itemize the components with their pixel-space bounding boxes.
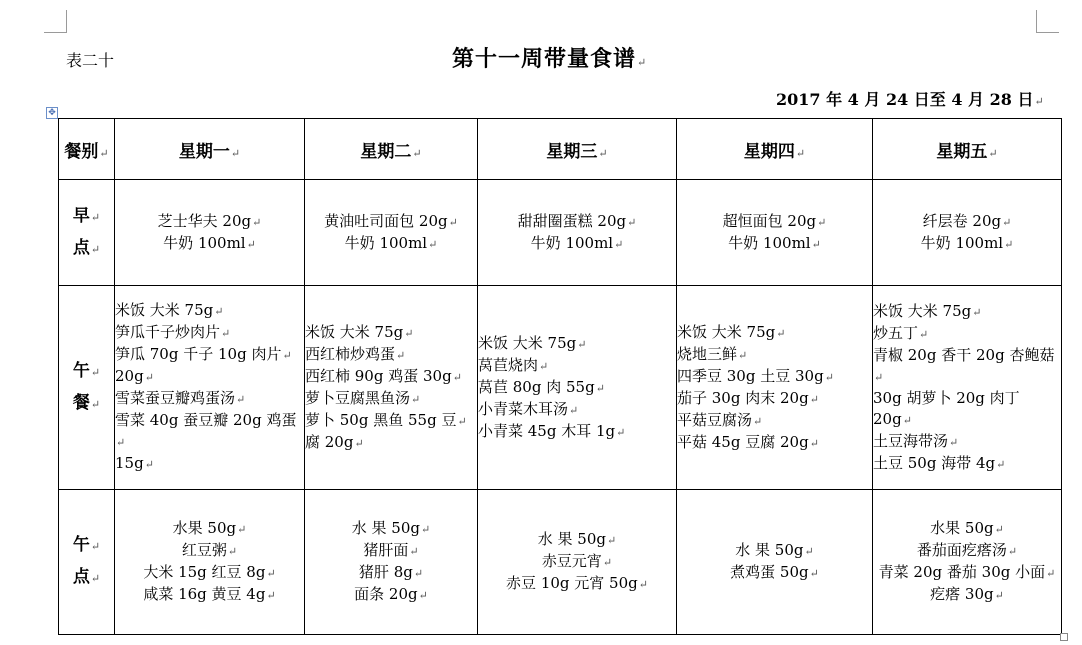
- paragraph-mark: ↵: [144, 371, 154, 384]
- paragraph-mark: ↵: [824, 370, 834, 384]
- meal-name-char: 早↵: [72, 205, 101, 226]
- menu-line: 平菇 45g 豆腐 20g↵: [677, 432, 819, 451]
- paragraph-mark: ↵: [90, 365, 101, 379]
- paragraph-mark: ↵: [949, 435, 959, 449]
- paragraph-mark: ↵: [577, 337, 587, 351]
- paragraph-mark: ↵: [266, 589, 276, 602]
- menu-line: 赤豆元宵↵: [541, 552, 613, 570]
- paragraph-mark: ↵: [214, 305, 224, 318]
- menu-line: 甜甜圈蛋糕 20g↵: [517, 211, 637, 230]
- menu-cell-afternoon-snack-wed: [478, 490, 677, 635]
- paragraph-mark: ↵: [874, 370, 884, 384]
- table-number-label: 表二十: [66, 51, 115, 70]
- paragraph-mark: ↵: [804, 545, 814, 558]
- meal-name-afternoon-snack: [59, 490, 115, 635]
- menu-line: 水 果 50g↵: [351, 519, 431, 537]
- meal-name-char: 点↵: [72, 567, 101, 587]
- menu-line: 西红柿炒鸡蛋↵: [305, 344, 406, 363]
- paragraph-mark: ↵: [90, 210, 101, 224]
- menu-line: 四季豆 30g 土豆 30g↵: [677, 366, 834, 385]
- paragraph-mark: ↵: [753, 414, 763, 428]
- meal-name-char: 午↵: [72, 360, 101, 381]
- paragraph-mark: ↵: [809, 392, 819, 406]
- paragraph-mark: ↵: [776, 326, 786, 340]
- paragraph-mark: ↵: [972, 305, 982, 319]
- menu-line: 牛奶 100ml↵: [530, 233, 624, 252]
- menu-line: 猪肝面↵: [363, 541, 419, 559]
- menu-line: 黄油吐司面包 20g↵: [324, 211, 458, 230]
- menu-line: 疙瘩 30g↵: [930, 585, 1004, 603]
- meal-column-header: 餐别↵: [59, 119, 115, 180]
- meal-name-char: 点↵: [72, 237, 101, 258]
- paragraph-mark: ↵: [266, 567, 276, 580]
- menu-line: 米饭 大米 75g↵: [873, 301, 982, 320]
- menu-line: 烧地三鲜↵: [677, 344, 748, 363]
- paragraph-mark: ↵: [637, 56, 648, 69]
- paragraph-mark: ↵: [919, 327, 929, 341]
- paragraph-mark: ↵: [448, 215, 458, 229]
- paragraph-mark: ↵: [396, 348, 406, 362]
- paragraph-mark: ↵: [817, 215, 827, 229]
- menu-cell-lunch-thu: [677, 286, 873, 490]
- date-range: 2017 年 4 月 24 日至 4 月 28 日↵: [776, 90, 1044, 109]
- paragraph-mark: ↵: [598, 146, 608, 160]
- menu-line: 笋瓜 70g 千子 10g 肉片↵: [115, 345, 292, 363]
- paragraph-mark: ↵: [418, 589, 428, 602]
- menu-line: 米饭 大米 75g↵: [478, 333, 587, 352]
- paragraph-mark: ↵: [996, 457, 1006, 471]
- menu-line: 腐 20g↵: [305, 432, 364, 451]
- paragraph-mark: ↵: [602, 556, 613, 569]
- paragraph-mark: ↵: [252, 215, 262, 229]
- paragraph-mark: ↵: [539, 359, 549, 373]
- day-header-fri: 星期五↵: [873, 119, 1062, 180]
- paragraph-mark: ↵: [1007, 545, 1018, 558]
- menu-line: 笋瓜千子炒肉片↵: [115, 323, 231, 341]
- menu-line: 米饭 大米 75g↵: [115, 301, 224, 319]
- menu-cell-breakfast-snack-thu: [677, 180, 873, 286]
- table-move-handle-icon[interactable]: ✥: [46, 107, 58, 119]
- menu-line: 米饭 大米 75g↵: [305, 322, 414, 341]
- paragraph-mark: ↵: [99, 146, 109, 160]
- paragraph-mark: ↵: [90, 572, 101, 585]
- menu-line: 萝卜 50g 黑鱼 55g 豆↵: [305, 410, 467, 429]
- menu-line: 煮鸡蛋 50g↵: [730, 563, 819, 581]
- day-header-mon: 星期一↵: [115, 119, 305, 180]
- menu-line: 牛奶 100ml↵: [920, 233, 1014, 252]
- menu-line: 炒五丁↵: [873, 323, 929, 342]
- meal-name-char: 午↵: [72, 535, 101, 555]
- page-corner-mark-right: [1036, 10, 1059, 33]
- menu-line: 青菜 20g 番茄 30g 小面↵: [878, 563, 1056, 581]
- menu-line: 水果 50g↵: [930, 519, 1004, 537]
- menu-line: 红豆粥↵: [181, 541, 238, 559]
- paragraph-mark: ↵: [457, 414, 467, 428]
- paragraph-mark: ↵: [616, 425, 626, 439]
- menu-line: 面条 20g↵: [354, 585, 428, 603]
- paragraph-mark: ↵: [90, 242, 101, 256]
- menu-cell-breakfast-snack-tue: [305, 180, 478, 286]
- paragraph-mark: ↵: [412, 146, 422, 160]
- paragraph-mark: ↵: [404, 326, 414, 340]
- paragraph-mark: ↵: [795, 146, 806, 160]
- meal-row-afternoon-snack: [59, 490, 1062, 635]
- meal-row-breakfast-snack: [59, 180, 1062, 286]
- paragraph-mark: ↵: [994, 589, 1004, 602]
- paragraph-mark: ↵: [246, 237, 256, 251]
- menu-line: 15g↵: [115, 454, 154, 472]
- paragraph-mark: ↵: [144, 458, 154, 471]
- paragraph-mark: ↵: [569, 403, 579, 417]
- menu-line: 牛奶 100ml↵: [728, 233, 821, 252]
- menu-line: 莴苣 80g 肉 55g↵: [478, 377, 605, 396]
- paragraph-mark: ↵: [627, 215, 637, 229]
- menu-line: 30g 胡萝卜 20g 肉丁 20g↵: [873, 388, 1020, 428]
- menu-cell-afternoon-snack-mon: [115, 490, 305, 635]
- header-row: [59, 119, 1062, 180]
- paragraph-mark: ↵: [1002, 215, 1012, 229]
- menu-line: 水 果 50g↵: [735, 541, 814, 559]
- table-resize-handle[interactable]: [1060, 633, 1068, 641]
- menu-line: 米饭 大米 75g↵: [677, 322, 786, 341]
- day-header-tue: 星期二↵: [305, 119, 478, 180]
- paragraph-mark: ↵: [282, 349, 292, 362]
- day-header-thu: 星期四↵: [677, 119, 873, 180]
- menu-line: 纤层卷 20g↵: [922, 211, 1012, 230]
- menu-line: 水 果 50g↵: [537, 530, 617, 548]
- paragraph-mark: ↵: [1034, 95, 1044, 108]
- paragraph-mark: ↵: [409, 545, 419, 558]
- paragraph-mark: ↵: [809, 567, 819, 580]
- menu-line: 大米 15g 红豆 8g↵: [143, 563, 276, 581]
- page-title: 第十一周带量食谱↵: [452, 46, 648, 72]
- meal-name-breakfast-snack: [59, 180, 115, 286]
- page-corner-mark-left: [44, 10, 67, 33]
- menu-line: 芝士华夫 20g↵: [157, 211, 262, 230]
- paragraph-mark: ↵: [428, 237, 438, 251]
- paragraph-mark: ↵: [809, 436, 819, 450]
- paragraph-mark: ↵: [988, 146, 998, 160]
- menu-line: 赤豆 10g 元宵 50g↵: [506, 574, 648, 592]
- day-header-wed: 星期三↵: [478, 119, 677, 180]
- menu-line: 猪肝 8g↵: [358, 563, 424, 581]
- menu-line: 咸菜 16g 黄豆 4g↵: [143, 585, 276, 603]
- menu-line: 番茄面疙瘩汤↵: [916, 541, 1018, 559]
- paragraph-mark: ↵: [595, 381, 605, 395]
- menu-cell-lunch-fri: [873, 286, 1062, 490]
- paragraph-mark: ↵: [116, 436, 126, 449]
- menu-line: 茄子 30g 肉末 20g↵: [677, 388, 819, 407]
- paragraph-mark: ↵: [230, 146, 241, 160]
- menu-cell-lunch-wed: [478, 286, 677, 490]
- paragraph-mark: ↵: [411, 392, 421, 406]
- paragraph-mark: ↵: [354, 436, 364, 450]
- paragraph-mark: ↵: [1004, 237, 1014, 251]
- menu-line: 牛奶 100ml↵: [163, 233, 256, 252]
- menu-cell-breakfast-snack-mon: [115, 180, 305, 286]
- menu-line: 水果 50g↵: [172, 519, 247, 537]
- paragraph-mark: ↵: [738, 348, 748, 362]
- menu-cell-afternoon-snack-fri: [873, 490, 1062, 635]
- menu-cell-afternoon-snack-tue: [305, 490, 478, 635]
- menu-line: 牛奶 100ml↵: [344, 233, 438, 252]
- paragraph-mark: ↵: [994, 523, 1004, 536]
- paragraph-mark: ↵: [902, 413, 912, 427]
- menu-line: 莴苣烧肉↵: [478, 355, 549, 374]
- paragraph-mark: ↵: [1046, 567, 1056, 580]
- menu-line: 青椒 20g 香干 20g 杏鲍菇↵: [873, 345, 1055, 384]
- meal-name-lunch: [59, 286, 115, 490]
- paragraph-mark: ↵: [614, 237, 624, 251]
- menu-cell-lunch-tue: [305, 286, 478, 490]
- paragraph-mark: ↵: [421, 523, 431, 536]
- paragraph-mark: ↵: [413, 567, 424, 580]
- paragraph-mark: ↵: [811, 237, 821, 251]
- menu-line: 平菇豆腐汤↵: [677, 410, 763, 429]
- paragraph-mark: ↵: [236, 393, 246, 406]
- menu-line: 超恒面包 20g↵: [722, 211, 827, 230]
- paragraph-mark: ↵: [638, 578, 648, 591]
- menu-line: 小青菜 45g 木耳 1g↵: [478, 421, 626, 440]
- menu-cell-afternoon-snack-thu: [677, 490, 873, 635]
- menu-line: 萝卜豆腐黑鱼汤↵: [305, 388, 421, 407]
- meal-row-lunch: [59, 286, 1062, 490]
- menu-line: 20g↵: [115, 367, 154, 385]
- weekly-menu-table: [58, 118, 1062, 635]
- menu-cell-breakfast-snack-wed: [478, 180, 677, 286]
- paragraph-mark: ↵: [607, 534, 617, 547]
- menu-line: 雪菜 40g 蚕豆瓣 20g 鸡蛋↵: [115, 411, 297, 449]
- menu-line: 小青菜木耳汤↵: [478, 399, 579, 418]
- meal-name-char: 餐↵: [72, 392, 101, 413]
- menu-line: 雪菜蚕豆瓣鸡蛋汤↵: [115, 389, 246, 407]
- paragraph-mark: ↵: [90, 540, 101, 553]
- paragraph-mark: ↵: [221, 327, 231, 340]
- menu-line: 土豆海带汤↵: [873, 431, 959, 450]
- menu-line: 土豆 50g 海带 4g↵: [873, 453, 1006, 472]
- paragraph-mark: ↵: [452, 370, 462, 384]
- paragraph-mark: ↵: [227, 545, 238, 558]
- paragraph-mark: ↵: [90, 397, 101, 411]
- paragraph-mark: ↵: [237, 523, 247, 536]
- menu-line: 西红柿 90g 鸡蛋 30g↵: [305, 366, 462, 385]
- menu-cell-lunch-mon: [115, 286, 305, 490]
- menu-cell-breakfast-snack-fri: [873, 180, 1062, 286]
